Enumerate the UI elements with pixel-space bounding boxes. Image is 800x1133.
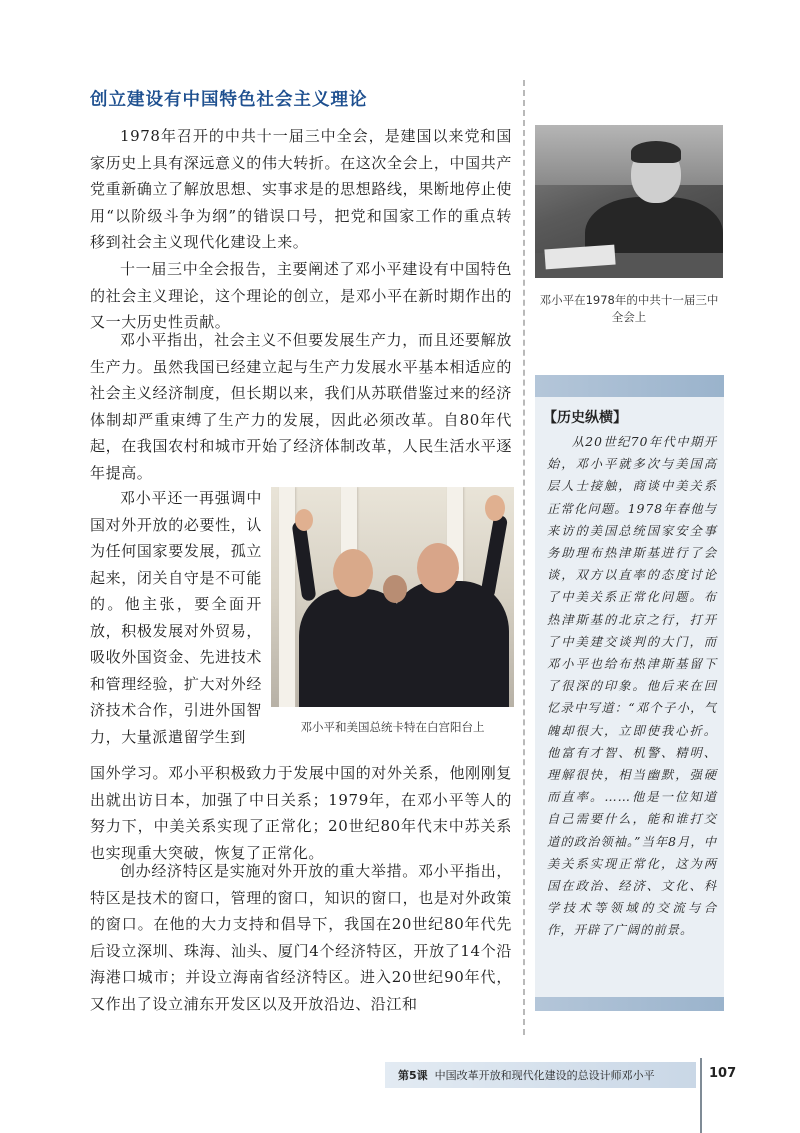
deng-carter-photo <box>271 487 514 707</box>
footer-lesson-name: 中国改革开放和现代化建设的总设计师邓小平 <box>434 1069 655 1082</box>
photo-figure-hair <box>631 141 681 163</box>
deng-plenum-photo <box>535 125 723 278</box>
sidebar-bottom-band <box>535 997 724 1011</box>
paragraph-economic-zones: 创办经济特区是实施对外开放的重大举措。邓小平指出，特区是技术的窗口，管理的窗口，知识的窗口，也是对外政策的窗口。在他的大力支持和倡导下，我国在20世纪80年代先后设立深圳、珠海、汕头、厦门4个经济特区，开放了14个沿海港口城市；并设立海南省经济特区。进入20世纪90年代，又作出了设立浦东开发区以及开放沿边、沿江和 <box>90 862 512 1013</box>
paragraph-reform: 邓小平指出，社会主义不但要发展生产力，而且还要解放生产力。虽然我国已经建立起与生产力发展水平基本相适应的社会主义经济制度，但长期以来，我们从苏联借鉴过来的经济体制却严重束缚了生产力的发展，因此必须改革。自80年代起，在我国农村和城市开始了经济体制改革，人民生活水平逐年提高。 <box>90 331 512 482</box>
footer-rule <box>700 1058 702 1133</box>
photo-column <box>279 487 295 707</box>
paragraph-theory: 十一届三中全会报告，主要阐述了邓小平建设有中国特色的社会主义理论，这个理论的创立，是邓小平在新时期作出的又一大历史性贡献。 <box>90 260 512 331</box>
photo-face-background-person <box>383 575 407 603</box>
sidebar-title: 【历史纵横】 <box>543 410 627 426</box>
footer-lesson-number: 第5课 <box>398 1069 428 1082</box>
column-divider <box>523 80 525 1035</box>
photo-face-deng <box>333 549 373 597</box>
sidebar-text: 从20世纪70年代中期开始，邓小平就多次与美国高层人士接触，商谈中美关系正常化问题。1978年春他与来访的美国总统国家安全事务助理布热津斯基进行了会谈，双方以直率的态度讨论了中美关系正常化问题。布热津斯基的北京之行，打开了中美建交谈判的大门，而邓小平也给布热津斯基留下了很深的印象。他后来在回忆录中写道：“邓个子小，气魄却很大，立即使我心折。他富有才智、机警、精明、理解很快，相当幽默，强硬而直率。……他是一位知道自己需要什么，能和谁打交道的政治领袖。”当年8月，中美关系实现正常化，这为两国在政治、经济、文化、科学技术等领域的交流与合作，开辟了广阔的前景。 <box>547 435 717 938</box>
page-number: 107 <box>709 1066 737 1081</box>
history-sidebar <box>535 375 724 1011</box>
paragraph-third-plenum: 1978年召开的中共十一届三中全会，是建国以来党和国家历史上具有深远意义的伟大转折。在这次全会上，中国共产党重新确立了解放思想、实事求是的思想路线，果断地停止使用“以阶级斗争为纲”的错误口号，把党和国家工作的重点转移到社会主义现代化建设上来。 <box>90 127 512 251</box>
section-title: 创立建设有中国特色社会主义理论 <box>90 90 368 110</box>
photo-hand-left <box>295 509 313 531</box>
photo-2-caption: 邓小平和美国总统卡特在白宫阳台上 <box>300 720 485 734</box>
photo-1-caption: 邓小平在1978年的中共十一届三中全会上 <box>539 293 719 324</box>
photo-raised-arm-left <box>292 520 317 601</box>
footer-lesson-title <box>398 1067 655 1083</box>
photo-hand-right <box>485 495 505 521</box>
paragraph-opening-start: 邓小平还一再强调中国对外开放的必要性，认为任何国家要发展，孤立起来，闭关自守是不可能的。他主张，要全面开放，积极发展对外贸易，吸收外国资金、先进技术和管理经验，扩大对外经济技术合作，引进外国智力，大量派遣留学生到 <box>90 489 262 746</box>
photo-face-carter <box>417 543 459 593</box>
sidebar-top-band <box>535 375 724 397</box>
paragraph-opening-end: 国外学习。邓小平积极致力于发展中国的对外关系，他刚刚复出就出访日本，加强了中日关系；1979年，在邓小平等人的努力下，中美关系实现了正常化；20世纪80年代末中苏关系也实现重大突破，恢复了正常化。 <box>90 764 512 862</box>
photo-background <box>535 125 723 185</box>
photo-figure-carter <box>389 581 509 707</box>
